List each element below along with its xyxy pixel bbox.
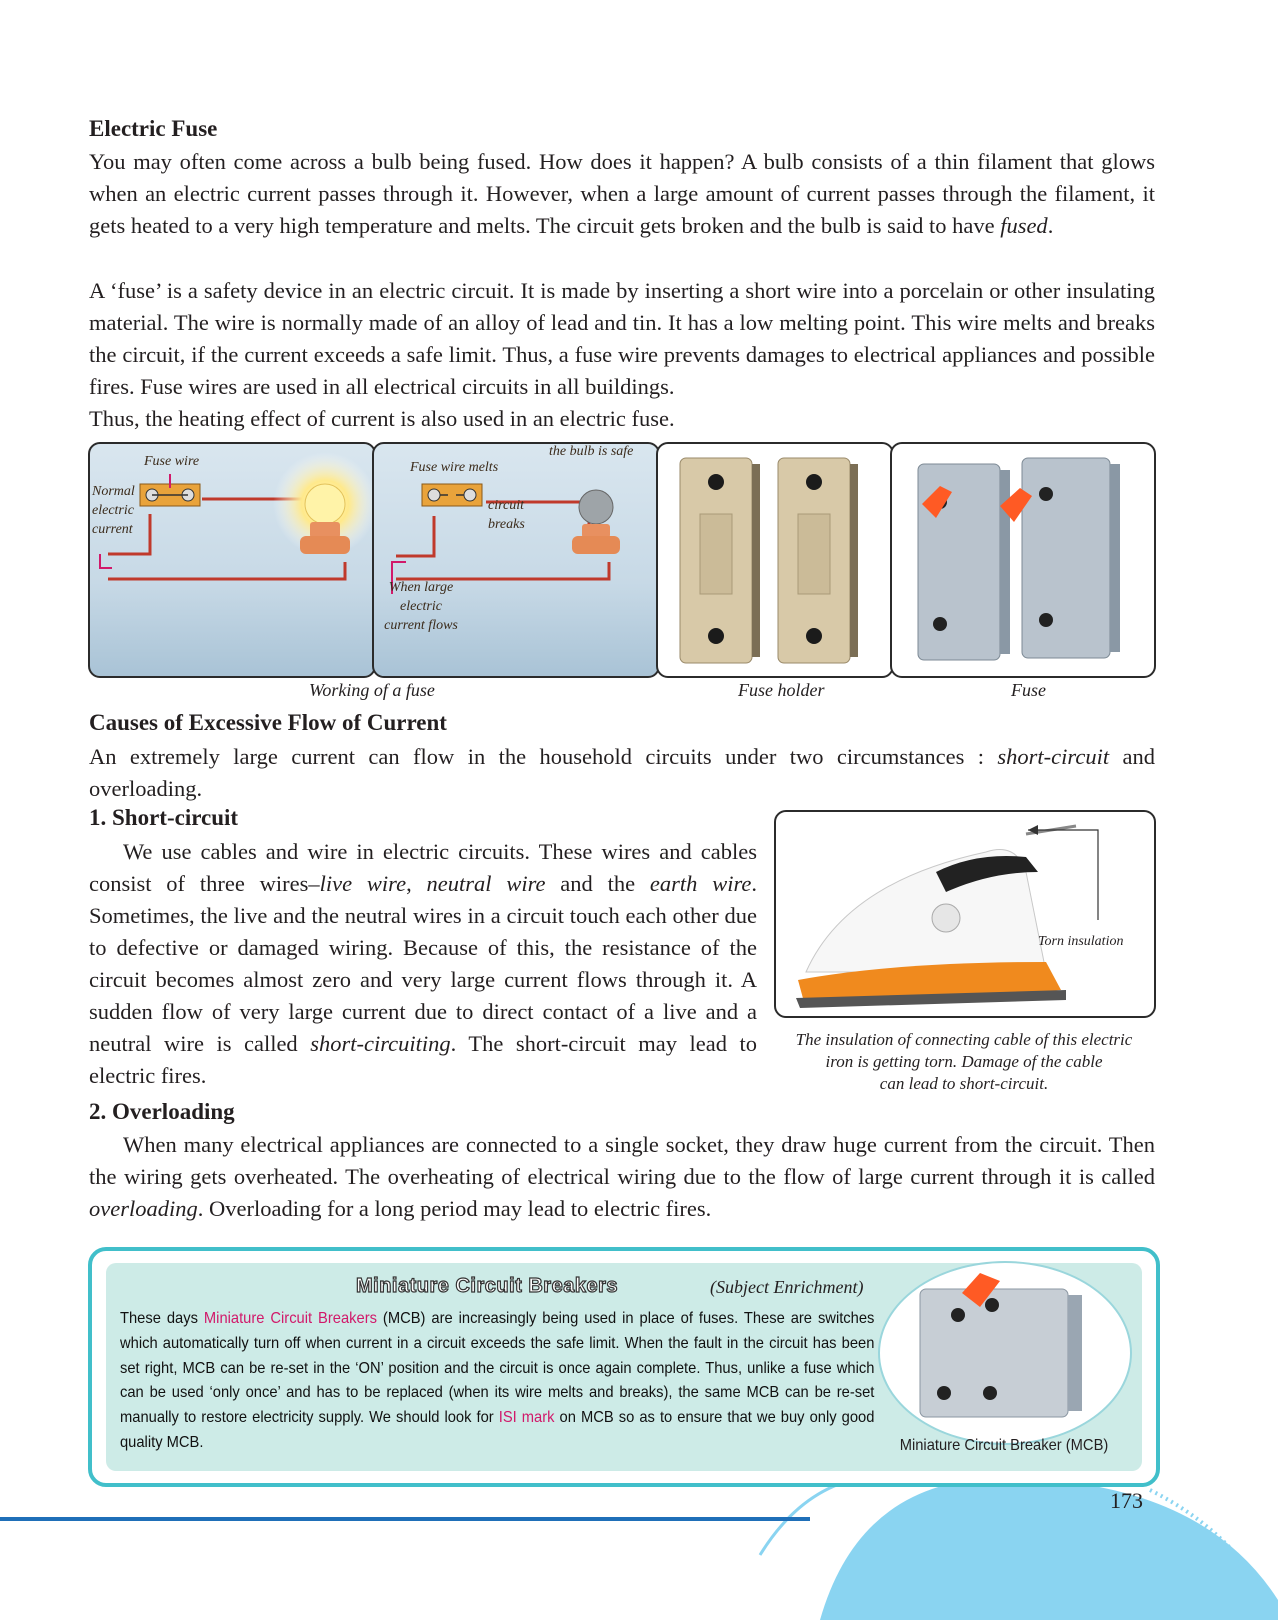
mcb-oval (878, 1261, 1132, 1445)
caption-working-of-fuse: Working of a fuse (309, 680, 435, 700)
mcb-inner-panel (106, 1263, 1142, 1471)
mcb-enrichment-box (88, 1247, 1160, 1487)
caption-fuse: Fuse (1011, 680, 1046, 700)
paragraph-fuse-definition: A ‘fuse’ is a safety device in an electric circuit. It is made by inserting a short wire into a porcelain or other insulating material. The wire is normally made of an alloy of lead and tin. It has a low melting point. This wire melts and breaks the circuit, if the current exceeds a safe limit. Thus, a fuse wire prevents damages to electrical appliances and possible fires. Fuse wires are used in all electrical circuits in all buildings. (89, 278, 1155, 399)
mcb-title: Miniature Circuit Breakers (356, 1275, 618, 1297)
circuit-breaks-label: circuit breaks (488, 498, 525, 532)
melted-circuit-diagram (374, 444, 658, 676)
electric-fuse-heading: Electric Fuse (89, 116, 218, 141)
short-circuit-text: We use cables and wire in electric circuits. These wires and cables consist of three wires–live wire, neutral wire and the earth wire. Sometimes, the live and the neutral wires in a circuit touch each other due to defective or damaged wiring. Because of this, the resistance of the circuit becomes almost zero and very large current flows through it. A sudden flow of very large current due to direct contact of a live and a neutral wire is called short-circuiting. The short-circuit may lead to electric fires. (89, 839, 758, 1088)
caption-fuse-holder: Fuse holder (738, 680, 825, 700)
overloading-text: When many electrical appliances are connected to a single socket, they draw huge current from the circuit. Then the wiring gets overheated. The overheating of electrical wiring due to the flow of large current through it is called overloading. Overloading for a long period may lead to electric fires. (89, 1132, 1155, 1221)
mcb-caption: Miniature Circuit Breaker (MCB) (899, 1437, 1109, 1454)
normal-current-label: Normal electric current (92, 484, 135, 537)
subject-enrichment-tag: (Subject Enrichment) (710, 1277, 864, 1297)
iron-image (776, 812, 1154, 1016)
overloading-heading: 2. Overloading (89, 1099, 235, 1124)
fuse-image (892, 444, 1154, 676)
torn-insulation-label: Torn insulation (1038, 934, 1124, 949)
fuse-holder-image (658, 444, 892, 676)
paragraph-heating-effect: Thus, the heating effect of current is also used in an electric fuse. (89, 406, 675, 431)
paragraph-bulb-fused: You may often come across a bulb being fused. How does it happen? A bulb consists of a thin filament that glows when an electric current passes through it. However, when a large amount of current passes through the filament, it gets heated to a very high temperature and melts. The circuit gets broken and the bulb is said to have fused. (89, 149, 1155, 238)
mcb-text: These days Miniature Circuit Breakers (MCB) are increasingly being used in place of fuses. These are switches which automatically turn off when current in a circuit exceeds the safe limit. When the fault in the circuit has been set right, MCB can be re-set in the ‘ON’ position and the circuit is once again complete. Thus, unlike a fuse which can be used ‘only once’ and has to be replaced (when its wire melts and breaks), the same MCB can be re-set manually to restore electricity supply. We should look for ISI mark on MCB so as to ensure that we buy only good quality MCB. (120, 1310, 875, 1451)
causes-intro: An extremely large current can flow in the household circuits under two circumstances : short-circuit and overloading. (89, 744, 1155, 801)
page-number: 173 (1110, 1488, 1143, 1513)
normal-circuit-diagram (90, 444, 374, 676)
fuse-working-melted-panel (372, 442, 660, 678)
large-current-label: When large electric current flows (384, 580, 458, 633)
fuse-holder-panel (656, 442, 894, 678)
causes-heading: Causes of Excessive Flow of Current (89, 710, 447, 735)
fuse-wire-label: Fuse wire (144, 454, 200, 469)
short-circuit-heading: 1. Short-circuit (89, 805, 239, 830)
fuse-working-normal-panel (88, 442, 376, 678)
mcb-image (880, 1263, 1130, 1443)
fuse-wire-melts-label: Fuse wire melts (410, 460, 499, 475)
iron-figure (774, 810, 1156, 1018)
fuse-image-panel (890, 442, 1156, 678)
bulb-safe-label: the bulb is safe (549, 444, 634, 459)
iron-caption: The insulation of connecting cable of this electric iron is getting torn. Damage of the cable can lead to short-circuit. (795, 1030, 1133, 1093)
